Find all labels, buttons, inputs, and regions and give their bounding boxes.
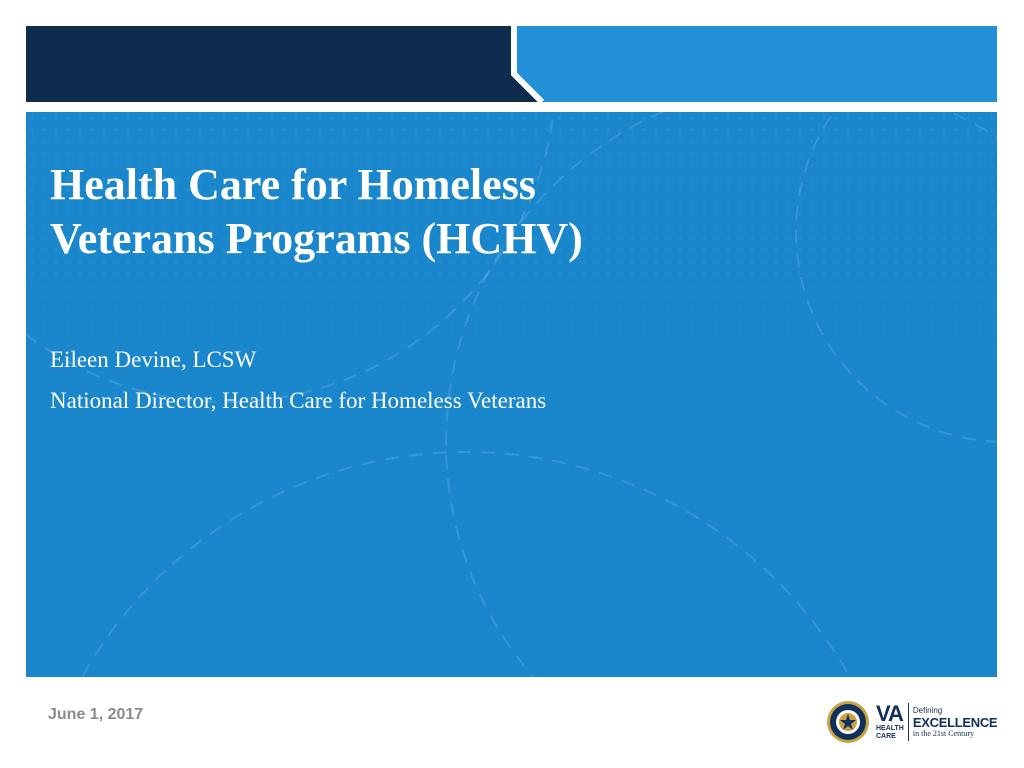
logo-divider (908, 703, 909, 741)
logo-tagline (913, 707, 997, 738)
header-band (26, 26, 997, 102)
va-care-label: CARE (876, 733, 896, 740)
va-seal-icon (826, 700, 870, 744)
tagline-excellence: EXCELLENCE (912, 714, 998, 730)
va-wordmark (876, 703, 997, 741)
tagline-century: in the 21st Century (912, 728, 974, 738)
va-letters: VA (876, 701, 903, 726)
slide-title-line-2: Veterans Programs (HCHV) (50, 214, 583, 263)
va-health-label: HEALTH (876, 725, 904, 732)
va-logo (826, 698, 1001, 746)
slide-title (50, 158, 950, 266)
title-panel (26, 112, 997, 677)
va-mark (876, 703, 904, 741)
presenter-name: Eileen Devine, LCSW (50, 347, 257, 372)
header-band-graphic (26, 26, 997, 102)
slide-title-line-1: Health Care for Homeless (50, 160, 536, 209)
presentation-date: June 1, 2017 (48, 706, 144, 723)
presenter-info (50, 339, 546, 421)
presenter-role: National Director, Health Care for Homeless Veterans (50, 388, 547, 413)
tagline-defining: Defining (912, 705, 943, 715)
